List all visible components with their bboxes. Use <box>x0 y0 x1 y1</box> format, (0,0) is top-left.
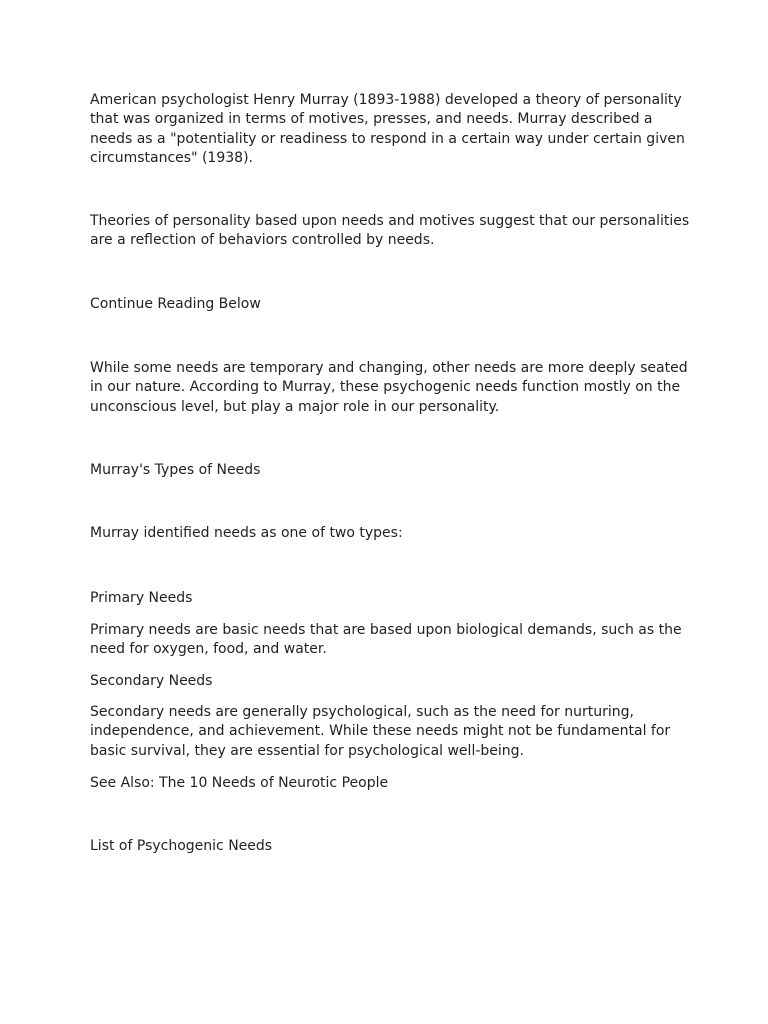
secondary-needs-heading: Secondary Needs <box>90 673 213 689</box>
two-types-paragraph: Murray identified needs as one of two types: <box>90 525 403 541</box>
primary-needs-heading: Primary Needs <box>90 590 193 606</box>
types-of-needs-heading: Murray's Types of Needs <box>90 462 261 478</box>
theories-paragraph: Theories of personality based upon needs and motives suggest that our personalities are a reflection of behaviors controlled by needs. <box>90 213 690 249</box>
intro-paragraph: American psychologist Henry Murray (1893-1988) developed a theory of personality that was organized in terms of motives, presses, and needs. Murray described a needs as a "potentiality or readiness to respond in a certain way under certain given circumstances" (1938). <box>90 92 685 166</box>
psychogenic-needs-heading: List of Psychogenic Needs <box>90 838 273 854</box>
see-also-link: See Also: The 10 Needs of Neurotic People <box>90 775 389 791</box>
primary-needs-paragraph: Primary needs are basic needs that are based upon biological demands, such as the need for oxygen, food, and water. <box>90 622 682 658</box>
continue-reading-label: Continue Reading Below <box>90 296 261 312</box>
needs-nature-paragraph: While some needs are temporary and changing, other needs are more deeply seated in our nature. According to Murray, these psychogenic needs function mostly on the unconscious level, but play a major role in our personality. <box>90 360 688 415</box>
secondary-needs-paragraph: Secondary needs are generally psychological, such as the need for nurturing, independence, and achievement. While these needs might not be fundamental for basic survival, they are essential for psychological well-being. <box>90 704 671 759</box>
